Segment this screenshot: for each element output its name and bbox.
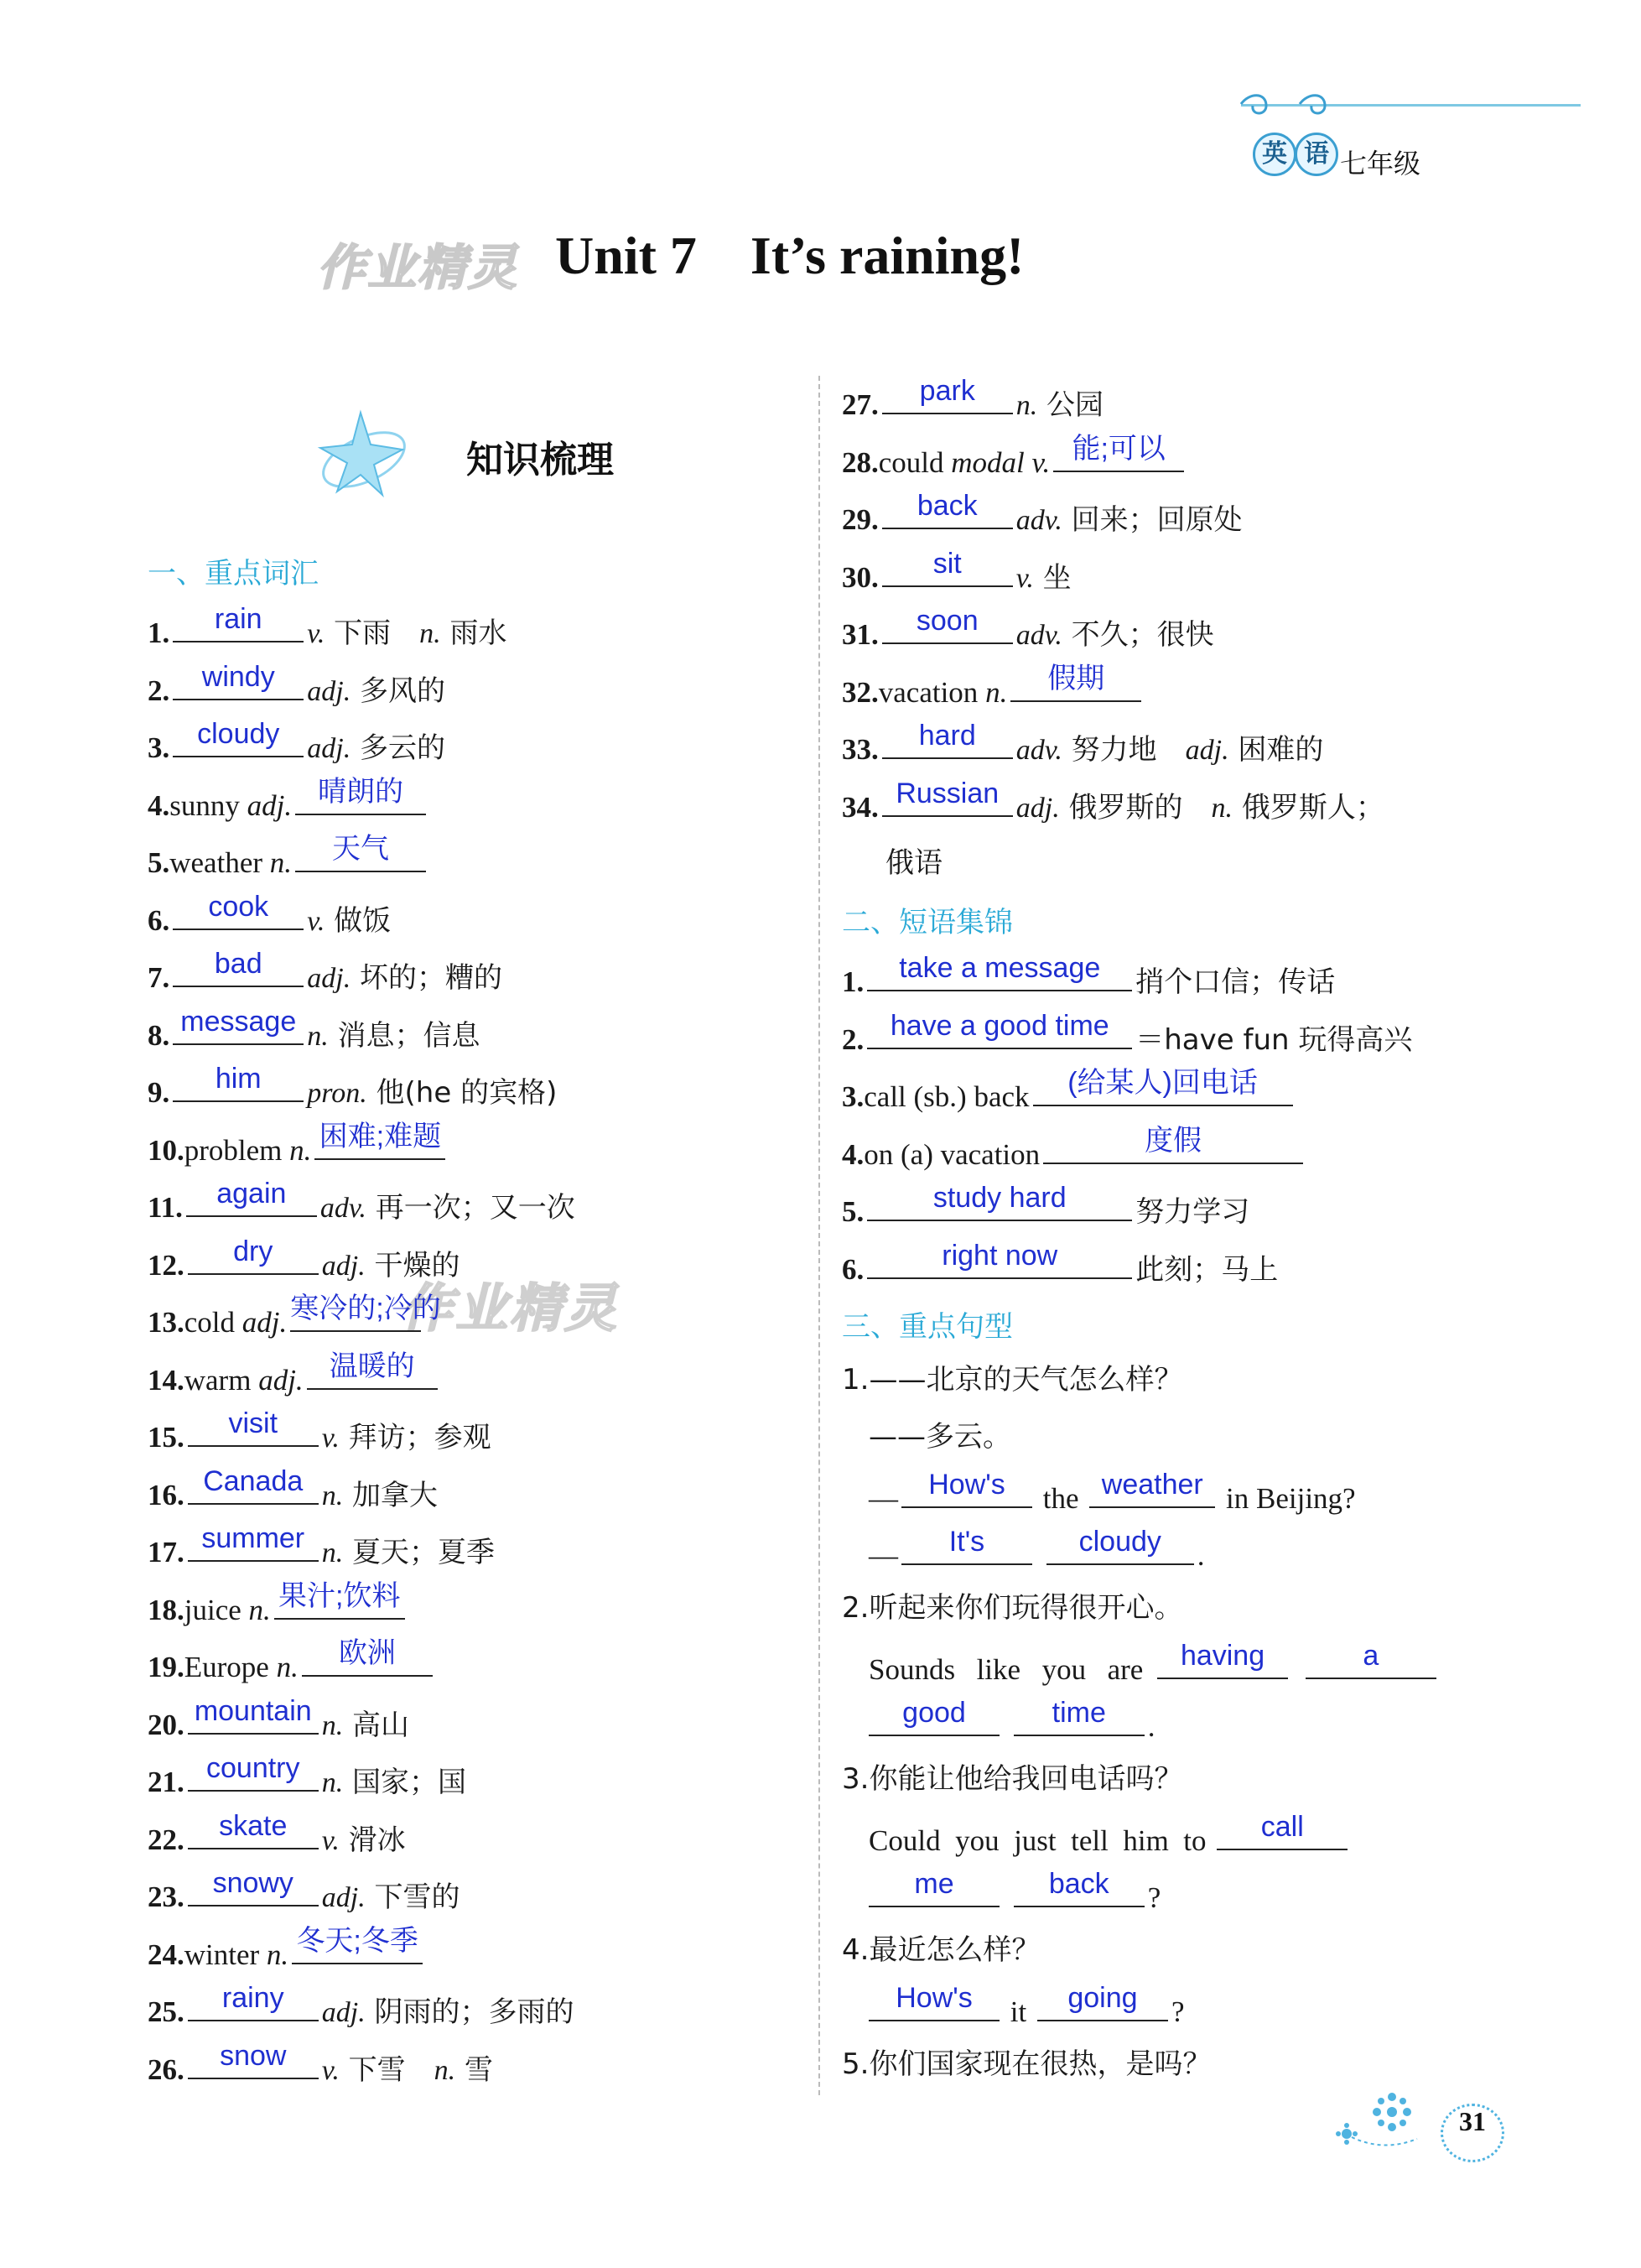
item-number: 1. (842, 965, 865, 998)
vocab-item (842, 777, 1384, 824)
item-number: 22. (148, 1823, 184, 1856)
vocab-item (148, 603, 507, 650)
item-definition: adj. 干燥的 (321, 1248, 460, 1282)
item-prompt: sunny adj. (169, 788, 293, 822)
handwritten-answer: mountain (194, 1694, 312, 1727)
item-number: 25. (148, 1995, 184, 2028)
item-number: 9. (148, 1076, 170, 1109)
item-definition: n. 加拿大 (321, 1478, 439, 1512)
answer-blank[interactable] (867, 1239, 1132, 1279)
handwritten-answer: (给某人)回电话 (1067, 1067, 1258, 1099)
vocab-item (148, 660, 446, 708)
answer-blank[interactable] (302, 1637, 433, 1677)
answer-blank[interactable] (882, 375, 1013, 414)
vocab-item (148, 948, 503, 995)
item-definition: 努力学习 (1135, 1195, 1250, 1229)
item-number: 34. (842, 790, 879, 824)
item-prompt: cold adj. (184, 1306, 288, 1339)
item-definition: n. 夏天；夏季 (321, 1536, 496, 1569)
item-definition: adv. 再一次；又一次 (319, 1191, 575, 1225)
blank[interactable]: call (1217, 1815, 1348, 1850)
vocab-heading: 一、重点词汇 (148, 557, 319, 590)
handwritten-answer: 果汁;饮料 (278, 1579, 401, 1612)
item-definition: n. 消息；信息 (307, 1018, 480, 1053)
handwritten-answer: bad (214, 948, 262, 980)
answer-blank[interactable] (188, 1235, 319, 1275)
answer-blank[interactable] (188, 1982, 319, 2021)
item-number: 21. (148, 1766, 184, 1798)
blank[interactable]: It's (901, 1530, 1032, 1565)
item-number: 20. (148, 1708, 184, 1741)
item-number: 17. (148, 1536, 184, 1568)
vocab-item (148, 1178, 575, 1225)
answer-blank[interactable] (307, 1350, 438, 1390)
item-number: 3. (148, 731, 170, 764)
item-definition: 此刻；马上 (1135, 1252, 1279, 1287)
vocab-item (148, 1407, 491, 1454)
handwritten-answer: 晴朗的 (318, 775, 404, 808)
handwritten-answer: study hard (932, 1182, 1067, 1214)
handwritten-answer: right now (942, 1239, 1058, 1272)
handwritten-answer: 能;可以 (1072, 432, 1166, 465)
handwritten-answer: soon (916, 605, 979, 637)
item-definition: v. 下雨 n. 雨水 (307, 616, 507, 650)
answer-blank[interactable] (295, 775, 426, 815)
answer-blank[interactable] (188, 1752, 319, 1792)
answer-blank[interactable] (188, 1464, 319, 1505)
sentence-1-english-1: — How's the weather in Beijing? (869, 1469, 1356, 1515)
item-number: 18. (148, 1593, 184, 1626)
sentence-2-question: 2.听起来你们玩得很开心。 (842, 1591, 1183, 1625)
page-number: 31 (1441, 2104, 1504, 2162)
answer-blank[interactable] (274, 1579, 405, 1620)
item-prompt: problem n. (184, 1133, 312, 1167)
answer-blank[interactable] (173, 890, 304, 930)
handwritten-answer: park (919, 375, 975, 407)
answer-blank[interactable] (1053, 432, 1184, 472)
handwritten-answer: again (216, 1178, 287, 1209)
answer-blank[interactable] (867, 1182, 1132, 1221)
item-number: 4. (148, 788, 170, 822)
answer-blank[interactable] (188, 2039, 319, 2079)
vocab-item (148, 2039, 493, 2087)
sentence-1-answer: ——多云。 (869, 1420, 1011, 1454)
blank[interactable]: How's (869, 1986, 1000, 2021)
handwritten-answer: back (917, 490, 978, 522)
handwritten-answer: 天气 (332, 833, 390, 865)
vocab-item (148, 718, 446, 765)
vocab-item (842, 432, 1187, 479)
sentence-3-english-1: Could you just tell him to call (869, 1815, 1351, 1857)
sentences-heading: 三、重点句型 (842, 1310, 1013, 1344)
item-definition: adv. 不久；很快 (1015, 618, 1214, 652)
item-definition: adj. 坏的；糟的 (307, 961, 503, 995)
item-number: 8. (148, 1018, 170, 1052)
item-definition: n. 国家；国 (321, 1766, 467, 1799)
item-number: 27. (842, 388, 879, 421)
answer-blank[interactable] (188, 1407, 319, 1447)
handwritten-answer: 温暖的 (329, 1350, 415, 1382)
item-number: 13. (148, 1306, 184, 1339)
vocab-item (842, 1009, 1413, 1057)
answer-blank[interactable] (295, 833, 426, 872)
item-number: 33. (842, 733, 879, 766)
blank[interactable]: me (869, 1872, 1000, 1907)
answer-blank[interactable] (314, 1120, 445, 1160)
item-definition: 捎个口信；传话 (1135, 965, 1336, 999)
sentence-4-english: How's it going ? (865, 1986, 1185, 2028)
sentence-5-question: 5.你们国家现在很热，是吗？ (842, 2047, 1212, 2081)
vocab-item (148, 1293, 441, 1339)
vocab-item (842, 605, 1214, 652)
answer-blank[interactable] (188, 1694, 319, 1735)
answer-blank[interactable] (173, 660, 304, 700)
item-number: 12. (148, 1248, 184, 1282)
item-number: 14. (148, 1363, 184, 1397)
handwritten-answer: country (206, 1752, 300, 1784)
handwritten-answer: snowy (212, 1867, 293, 1899)
handwritten-answer: rain (214, 603, 262, 635)
vocab-item (842, 1182, 1250, 1229)
vocab-item (842, 662, 1145, 709)
answer-blank[interactable] (882, 777, 1013, 817)
vocab-item (148, 1522, 496, 1569)
vocab-item (148, 1579, 408, 1626)
handwritten-answer: cook (208, 890, 269, 923)
item-number: 29. (842, 503, 879, 536)
vocab-item (148, 1464, 439, 1512)
vocab-item (148, 1637, 436, 1683)
answer-blank[interactable] (173, 718, 304, 757)
answer-blank[interactable] (173, 1005, 304, 1045)
handwritten-answer: summer (201, 1522, 305, 1554)
item-definition: adj. 下雪的 (321, 1880, 460, 1914)
handwritten-answer: skate (219, 1809, 288, 1842)
handwritten-answer: have a good time (890, 1009, 1109, 1042)
item-prompt: warm adj. (184, 1363, 304, 1397)
vocab-item (842, 1124, 1306, 1171)
vocab-item (148, 1350, 441, 1397)
vocab-item (148, 1694, 410, 1742)
item-prompt: vacation n. (878, 675, 1008, 709)
handwritten-answer: Canada (203, 1464, 304, 1497)
answer-blank[interactable] (186, 1178, 317, 1217)
handwritten-answer: 假期 (1047, 662, 1105, 694)
item-number: 4. (842, 1137, 865, 1171)
item-number: 16. (148, 1478, 184, 1511)
answer-blank[interactable] (290, 1293, 441, 1332)
blank[interactable]: good (869, 1701, 1000, 1736)
vocab-item (842, 490, 1243, 537)
item-prompt: juice n. (184, 1593, 271, 1626)
vocab-item (842, 547, 1072, 595)
blank[interactable]: going (1037, 1986, 1168, 2021)
item-number: 15. (148, 1421, 184, 1454)
answer-blank[interactable] (1033, 1067, 1293, 1106)
blank[interactable]: having (1157, 1644, 1288, 1679)
answer-blank[interactable] (882, 490, 1013, 529)
sentence-4-question: 4.最近怎么样？ (842, 1933, 1041, 1967)
vocab-item (148, 1924, 426, 1971)
item-prompt: weather n. (169, 846, 293, 879)
handwritten-answer: take a message (899, 952, 1101, 984)
vocab-item (148, 1982, 574, 2029)
blank[interactable]: How's (901, 1473, 1032, 1508)
sentence-2-english-2: good time . (865, 1701, 1155, 1743)
sentence-3-question: 3.你能让他给我回电话吗？ (842, 1762, 1183, 1796)
answer-blank[interactable] (882, 720, 1013, 759)
vocab-item (148, 1752, 467, 1799)
vocab-item (148, 1809, 406, 1857)
item-number: 5. (148, 846, 170, 879)
item-number: 7. (148, 961, 170, 994)
vocab-item (148, 1005, 480, 1053)
item-definition: adv. 努力地 adj. 困难的 (1015, 733, 1324, 767)
vocab-item (842, 375, 1104, 422)
item-definition: v. 做饭 (307, 903, 392, 938)
item-number: 6. (148, 903, 170, 937)
handwritten-answer: visit (228, 1407, 278, 1439)
answer-blank[interactable] (173, 603, 304, 642)
sentence-1-english-2: — It's cloudy . (869, 1526, 1205, 1572)
grade-label: 七年级 (1340, 148, 1421, 179)
blank[interactable]: back (1014, 1872, 1145, 1907)
answer-blank[interactable] (292, 1924, 423, 1964)
handwritten-answer: Russian (896, 777, 1000, 809)
item-prompt: Europe n. (184, 1651, 299, 1683)
item-number: 6. (842, 1252, 865, 1286)
answer-blank[interactable] (188, 1522, 319, 1562)
handwritten-answer: 寒冷的;冷的 (290, 1293, 441, 1324)
handwritten-answer: message (180, 1005, 297, 1038)
answer-blank[interactable] (188, 1867, 319, 1906)
item-number: 2. (842, 1022, 865, 1056)
handwritten-answer: sit (932, 547, 962, 580)
item-number: 28. (842, 445, 879, 479)
vocab-item (148, 890, 392, 938)
section-title: 知识梳理 (466, 439, 614, 481)
sentence-1-question: 1.——北京的天气怎么样？ (842, 1363, 1183, 1397)
item-number: 26. (148, 2052, 184, 2086)
item-number: 23. (148, 1880, 184, 1913)
item-prompt: on (a) vacation (864, 1137, 1041, 1171)
blank[interactable]: a (1306, 1644, 1436, 1679)
column-divider (818, 376, 820, 2095)
answer-blank[interactable] (173, 1063, 304, 1102)
handwritten-answer: dry (233, 1235, 273, 1267)
item-definition: n. 公园 (1015, 388, 1104, 422)
handwritten-answer: windy (201, 660, 275, 693)
subject-badge-2: 语 (1295, 133, 1338, 176)
vocab-item (148, 775, 429, 822)
watermark-logo: 作业精灵 (317, 239, 519, 296)
subject-badge-1: 英 (1253, 133, 1296, 176)
phrases-heading: 二、短语集锦 (842, 906, 1013, 939)
item-number: 5. (842, 1195, 865, 1228)
item-prompt: winter n. (184, 1938, 289, 1971)
vocab-item (842, 1067, 1296, 1113)
answer-blank[interactable] (1043, 1124, 1303, 1164)
item-number: 31. (842, 618, 879, 651)
answer-blank[interactable] (1010, 662, 1141, 702)
vocab-item (148, 1063, 558, 1110)
item-definition: adv. 回来；回原处 (1015, 503, 1243, 537)
item-definition: v. 拜访；参观 (321, 1421, 491, 1454)
item-number: 2. (148, 674, 170, 707)
handwritten-answer: 度假 (1145, 1124, 1202, 1157)
vocab-item (148, 1120, 449, 1167)
blank[interactable]: cloudy (1046, 1530, 1194, 1565)
answer-blank[interactable] (173, 948, 304, 987)
blank[interactable]: weather (1089, 1473, 1215, 1508)
item-definition: adj. 俄罗斯的 n. 俄罗斯人； (1015, 790, 1384, 824)
handwritten-answer: 困难;难题 (319, 1120, 442, 1152)
flower-ornament-icon (1333, 2087, 1425, 2154)
item-definition: v. 下雪 n. 雪 (321, 2052, 493, 2087)
item-number: 24. (148, 1938, 184, 1971)
item-number: 19. (148, 1651, 184, 1683)
handwritten-answer: him (215, 1063, 262, 1095)
item-34-continued: 俄语 (885, 846, 943, 880)
item-number: 1. (148, 616, 170, 649)
handwritten-answer: 欧洲 (338, 1637, 396, 1669)
sentence-2-english-1: Sounds like you are having a (869, 1644, 1440, 1686)
item-definition: adj. 多云的 (307, 731, 446, 765)
item-definition: adj. 多风的 (307, 674, 446, 708)
answer-blank[interactable] (882, 547, 1013, 587)
watermark-mid: 作业精灵 (401, 1277, 620, 1339)
answer-blank[interactable] (882, 605, 1013, 644)
item-definition: pron. 他(he 的宾格) (307, 1076, 558, 1110)
answer-blank[interactable] (867, 952, 1132, 991)
item-number: 3. (842, 1080, 865, 1113)
answer-blank[interactable] (867, 1009, 1132, 1049)
star-sparkle-icon (312, 401, 413, 502)
sentence-3-english-2: me back ? (865, 1872, 1161, 1914)
item-number: 11. (148, 1191, 183, 1224)
item-definition: ＝have fun 玩得高兴 (1135, 1022, 1413, 1057)
item-definition: v. 滑冰 (321, 1823, 406, 1857)
vocab-item (842, 952, 1336, 999)
item-number: 32. (842, 675, 879, 709)
handwritten-answer: rainy (221, 1982, 284, 2014)
item-definition: adj. 阴雨的；多雨的 (321, 1995, 574, 2029)
vocab-item (842, 720, 1324, 767)
item-prompt: call (sb.) back (864, 1080, 1030, 1113)
handwritten-answer: 冬天;冬季 (296, 1924, 418, 1957)
blank[interactable]: time (1014, 1701, 1145, 1736)
handwritten-answer: cloudy (197, 718, 280, 750)
vocab-item (842, 1239, 1279, 1287)
item-prompt: could modal v. (878, 445, 1051, 479)
item-number: 30. (842, 560, 879, 594)
item-number: 10. (148, 1133, 184, 1167)
vocab-item (148, 1867, 460, 1914)
handwritten-answer: hard (918, 720, 976, 752)
item-definition: v. 坐 (1015, 560, 1072, 595)
vocab-item (148, 833, 429, 879)
answer-blank[interactable] (188, 1809, 319, 1849)
item-definition: n. 高山 (321, 1708, 410, 1742)
handwritten-answer: snow (220, 2039, 287, 2072)
vocab-item (148, 1235, 460, 1282)
page-title: Unit 7 It’s raining! (555, 226, 1025, 285)
